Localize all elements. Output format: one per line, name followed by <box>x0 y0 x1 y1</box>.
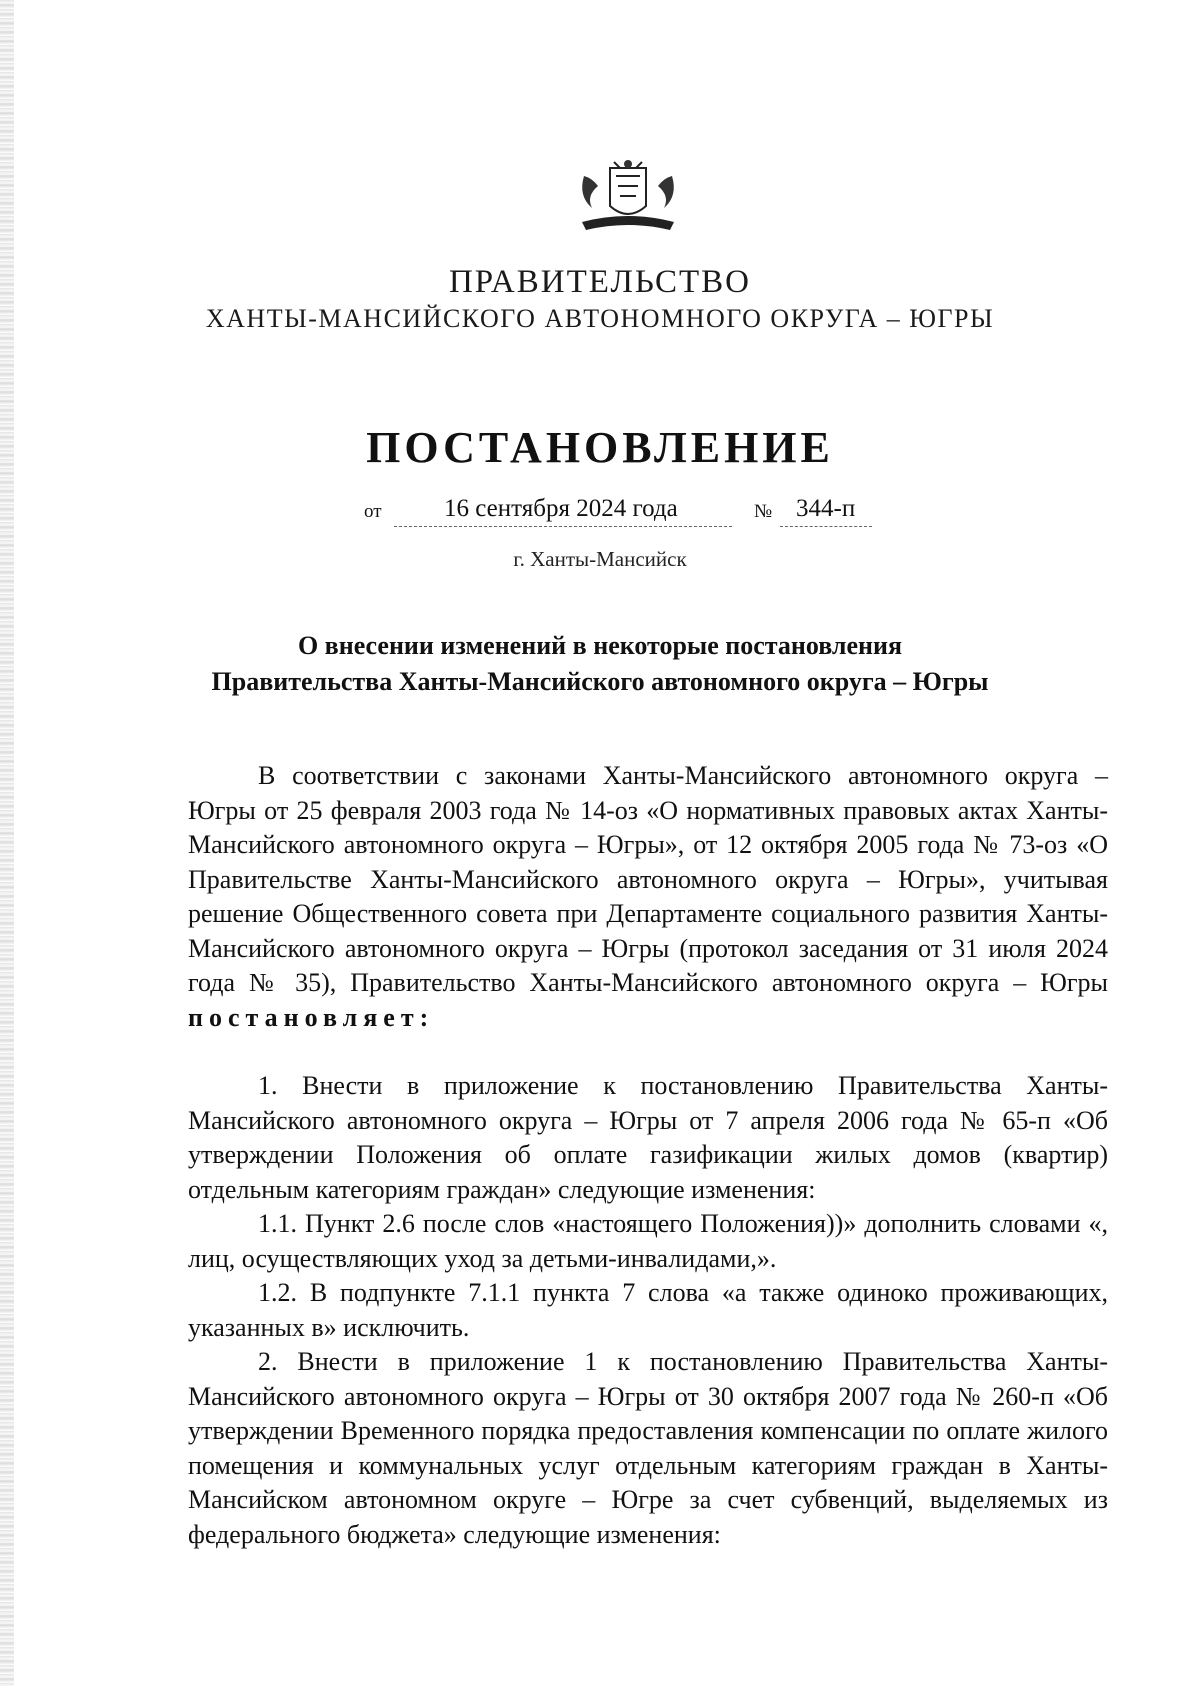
scan-edge <box>0 0 14 1686</box>
paragraph-1-1: 1.1. Пункт 2.6 после слов «настоящего Положения))» дополнить словами «, лиц, осуществляющих уход за детьми-инвалидами,». <box>188 1209 1108 1273</box>
paragraph-1: 1. Внести в приложение к постановлению Правительства Ханты-Мансийского автономного округа – Югры от 7 апреля 2006 года № 65-п «Об утверждении Положения об оплате газификации жилых домов (квартир) отдельным категориям граждан» следующие изменения: <box>188 1071 1108 1204</box>
number-prefix: № <box>754 501 773 522</box>
resolves-word: постановляет <box>188 1002 420 1032</box>
paragraph-1-2: 1.2. В подпункте 7.1.1 пункта 7 слова «а также одиноко проживающих, указанных в» исключить. <box>188 1278 1108 1342</box>
document-number: 344-п <box>796 495 856 522</box>
document-body <box>188 759 1108 1552</box>
preamble-paragraph <box>188 759 1108 1035</box>
government-subtitle: ХАНТЫ-МАНСИЙСКОГО АВТОНОМНОГО ОКРУГА – ЮГРЫ <box>205 304 995 333</box>
subject-line-2: Правительства Ханты-Мансийского автономного округа – Югры <box>211 667 989 696</box>
subject-line-1: О внесении изменений в некоторые постановления <box>297 631 903 660</box>
paragraph-2: 2. Внести в приложение 1 к постановлению Правительства Ханты-Мансийского автономного округа – Югры от 30 октября 2007 года № 260-п «Об утверждении Временного порядка предоставления компенсации по оплате жилого помещения и коммунальных услуг отдельным категориям граждан в Ханты-Мансийском автономном округе – Югре за счет субвенций, выделяемых из федерального бюджета» следующие изменения: <box>188 1347 1108 1549</box>
document-type: ПОСТАНОВЛЕНИЕ <box>366 423 834 472</box>
document-city: г. Ханты-Мансийск <box>513 547 687 571</box>
number-underline <box>780 526 872 527</box>
government-title: ПРАВИТЕЛЬСТВО <box>448 264 752 300</box>
date-underline <box>394 526 732 527</box>
document-subject <box>0 628 1200 700</box>
document-date-line <box>364 495 924 529</box>
resolves-colon: : <box>419 1002 429 1032</box>
date-prefix: от <box>364 501 382 522</box>
coat-of-arms-icon <box>574 156 682 238</box>
preamble-text: В соответствии с законами Ханты-Мансийского автономного округа – Югры от 25 февраля 2003 года № 14-оз «О нормативных правовых актах Ханты-Мансийского автономного округа – Югры», от 12 октября 2005 года № 73-оз «О Правительстве Ханты-Мансийского автономного округа – Югры», учитывая решение Общественного совета при Департаменте социального развития Ханты-Мансийского автономного округа – Югры (протокол заседания от 31 июля 2024 года № 35), Правительство Ханты-Мансийского автономного округа – Югры <box>188 761 1108 997</box>
document-date: 16 сентября 2024 года <box>444 495 678 522</box>
